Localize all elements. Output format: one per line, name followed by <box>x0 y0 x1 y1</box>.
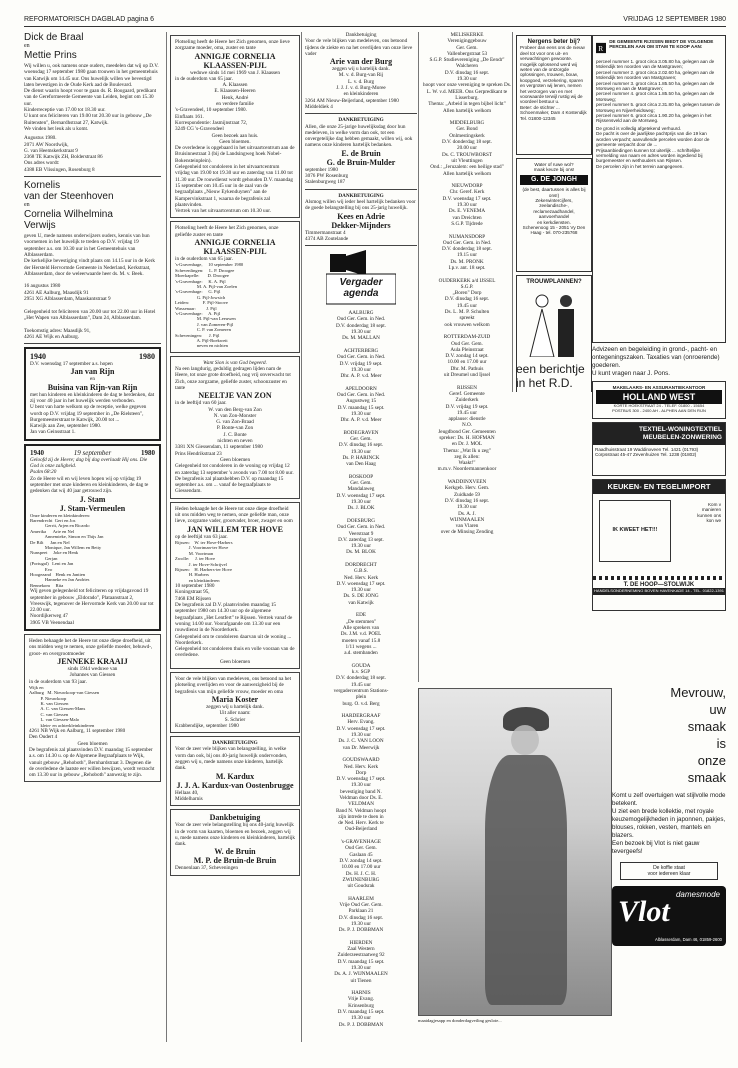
burg-head: Dankbetuiging <box>345 32 377 38</box>
year-1940: 1940 <box>30 448 44 457</box>
ad-gemeente-rijssen <box>592 35 726 343</box>
advice-text: Advizeen en begeleiding in grond-, pacht- en ontegeningszaken. Taxaties van (onroerende) goederen. U kunt vragen naar J. Pons. <box>592 346 720 377</box>
holland-address: KORTE HOEKSTRAAT 24 - TELEF. 01800 - 15654 POSTBUS 300 - 2400 AH - ALPHEN AAN DEN RIJN <box>612 403 706 413</box>
ad1-body: Probeer dan eens ons de nieuw deel tot voor ons uit- en verwachtingen gewoonte. mogelijk oplossend werd wij weten van de ontzorgde oplossingen, trouwen, bouw, koopgoed, verzekering, sparen en vergroten wij lenen, nemen het verzorgen van en met voorwaarde terwijl rustig wij de voordeel bestuur u. Beter: de stichter ... Schoenmaker, Dam 4 Kostendijk Tel. 01800-12345 <box>520 45 587 121</box>
thanks-dekker <box>305 190 417 246</box>
holland-brand: HOLLAND WEST <box>596 390 722 404</box>
zon-age: in de leeftijd van 60 jaar. <box>175 400 227 407</box>
vlot-address: Alblasserdam, Dam 46, 01859-2600 <box>654 937 722 942</box>
gemeente-logo-icon <box>596 39 606 57</box>
klaassen-sub: weduwe sinds 14 mei 1969 van J. Klaassen <box>190 69 280 76</box>
obituary-ter-hove <box>170 502 300 669</box>
bruin-name: W. de Bruin M. P. de Bruin-de Bruin <box>193 847 277 866</box>
kraaij-conditions: Geen bloemen <box>77 740 108 747</box>
ad-keuken-tegelimport <box>592 479 726 611</box>
stam-name-2: J. Stam-Vermeulen <box>59 503 126 513</box>
klaassen-address: 's-Gravendeel, 10 september 1980. Einflaats 161. Korrespondentie: Jasmijnstraat 72, 3249 CG 's-Gravendeel <box>175 107 248 133</box>
column-1 <box>24 32 161 1042</box>
gemeente-title: DE GEMEENTE RIJSSEN BIEDT DE VOLGENDE PERCELEN AAN OM STAM TE KOOP AAN: <box>609 39 714 50</box>
bruin-head: Dankbetuiging <box>209 813 261 823</box>
keuken-stripe <box>593 576 725 580</box>
name-mettie: Mettie Prins <box>24 50 77 61</box>
hove-intro: Heden behaagde het de Heere tot onze diepe droefheid uit ons midden weg te nemen, onze geliefde man, onze lieve, zorgzame vader, grootvader, broer, zwager en oom <box>175 505 293 525</box>
hove-body: De begrafenis zal D.V. plaatsvinden maandag 15 september 1980 om 14.30 uur op de algemene begraafplaats „Het Lentfert" te Rijssen. Vertrek vanaf de woning 14.00 uur. Voorafgaande om 13.30 uur een rouwdienst in de Noorderkerk. Gelegenheid om te condoleren daarvan uit de woning ... Noorderkerk. Gelegenheid tot condoleren thuis en volle vooraan van de overledene. <box>175 602 295 659</box>
bruin-address: Dennenlaan 37, Scheveningen <box>175 865 238 872</box>
stam-body: Zo de Heere wil en wij leven hopen wij op vrijdag 19 september met onze kinderen en kleinkinderen, de dag te gedenken dat wij 40 jaar getrouwd zijn. <box>30 475 149 495</box>
ad3-title: TROUWPLANNEN? <box>526 279 582 285</box>
column-2 <box>166 32 300 1042</box>
ad-de-jongh <box>516 158 592 272</box>
koster-body: Voor de vele blijken van medeleven, ons betoond na het plotseling overlijden en voor de aanwezigheid bij de begrafenis van mijn geliefde vrouw, moeder en oma <box>175 676 292 695</box>
zon-name: NEELTJE VAN ZON <box>198 391 272 401</box>
keuken-inner-box <box>599 500 671 562</box>
klaassen2-intro: Plotseling heeft de Heere het Zich genomen, onze geliefde zuster en tante <box>175 225 279 238</box>
announcement-braal-prins <box>24 32 161 177</box>
mulder-body: Allen, die onze 25-jarige huwelijksdag door hun medeleven, in welke vorm dan ook, tot een onvergetelijke dag hebben gemaakt, willen wij, ook namens onze kinderen hartelijk bedanken. <box>305 123 413 149</box>
rijn-body: met hun kinderen en kleinkinderen de dag te herdenken, dat zij voor 40 jaar in het huwelijk werden verbonden. U bent van harte welkom op de receptie, welke gegeven wordt op D.V. vrijdag 19 september in „De Rielsteen", Burgemeesterstraat te Katwijk, 20.00 tot ... Katwijk aan Zee, september 1980. Jan van Geinsstraat 1. <box>30 391 155 436</box>
textiel-address: Raadhuisstraat 19 Waddinxveen Tel. 1421 (01793) Corpsstraat 45-47 Zevenhuizen Tel. 1238 (01802) <box>595 447 699 458</box>
braal-body: Wij willen u, ook namens onze ouders, meedelen dat wij op D.V. woensdag 17 september 1980 gaan trouwen in het gemeentehuis van Katwijk om 14.45 uur. Ons huwelijk willen we bevestigd laten bevestigen in de Oude Kerk aad de Boulevard. De dienst waarin hoopt voor te gaan ds. R. Boogaard, predikant van de Gereformeerde Gemeente van Leiden, begint om 15.30 uur. Kinderreceptie van 17.00 tot 18.30 uur. U kunt ons feliciteren van 19.00 tot 20.30 uur in gebouw „De Ruitensten", Bernardhstraat 27, Katwijk. We vinden het leuk als u komt. <box>24 63 159 132</box>
mulder-head: DANKBETUIGING <box>338 117 384 124</box>
dekker-name: Kees en Adrie Dekker-Mijnders <box>331 211 391 230</box>
kardux-head: DANKBETUIGING <box>212 740 258 747</box>
kraaij-name: JENNEKE KRAAIJ <box>57 656 128 666</box>
koster-sign: zeggen wij u hartelijk dank. Uit aller naam: S. Schrier <box>206 703 264 723</box>
ad2-body: (de best, daartussen is alles bij ons!) Zekerwintercijfers, zeelandische-, reclamezaadhandel, aanvoerhandel en kerkdiensten. Schenenoog 15 - 2051 Vy Den Haag - tel. 070-235768 <box>522 187 586 236</box>
mulder-address: september 1980 3076 PW Rosenburg Stalenburgweg 187 <box>305 166 349 186</box>
zon-intro: Na een langdurig, geduldig gedragen lijden nam de Heere, tot onze grote droefheid, nog vrij onverwacht tot Zich, onze zorgzame, geliefde zuster, schoonzuster en tante <box>175 366 291 391</box>
bruin-body: Voor de zeer vele belangstelling bij ons 40-jarig huwelijk in de vorm van kaarten, bloemen en bezoek, zeggen wij u, mede namens onze kinderen en kleinkinderen, hartelijk dank. <box>175 822 295 848</box>
hove-name: JAN WILLEM TER HOVE <box>187 524 283 534</box>
year-1940: 1940 <box>30 352 46 362</box>
klaassen-conditions: Geen bezoek aan huis. Geen bloemen. <box>211 132 259 145</box>
klaassen2-family: 's-Gravenhage, 10 september 1980 Schevenlingen: L. P. Droogee Moerkapelle: D. Droogee 's-Gravenhage: K. A. Pijl M. A. Pijl-van Zoelen 's-Gravenhage: G. Pijl G. Pijl-Jowsich Leiden: F. Pijl-Stoove Wassenaar: J. Pijl 's-Gravenhage: A. Pijl M. Pijl-van Leeuwen J. van Zomeren-Pijl C. P. van Zomeren Scheveningen: J. Pijl A. Pijl-Boekweit neven en nichten <box>175 262 244 349</box>
burg-name: Arie van der Burg <box>329 57 393 67</box>
keuken-side: Kom v manieren kunnen ons kon we <box>697 502 721 524</box>
vergader-agenda-logo <box>326 250 396 306</box>
ad1-title: Nergens beter bij? <box>527 39 581 45</box>
announcement-van-rijn <box>24 347 161 441</box>
kraaij-sub: sinds 1944 weduwe van Johannes van Giessen <box>67 665 118 679</box>
keuken-brand: T. DE HOOP—STOLWIJK <box>623 582 695 588</box>
vlot-coffee: De koffie staat voor iedereen klaar <box>620 862 718 880</box>
mulder-name: E. de Bruin G. de Bruin-Mulder <box>326 148 396 167</box>
burg-address: 3264 AM Nieuw-Beijerland, september 1980 Middeldiek 4 <box>305 97 399 110</box>
stam-children: Onze kinderen en kleinkinderen: Barendrecht Gert en Jos Gerrit, Arjen en Ricardo Amerika Arie en Nel Annemieke, Simon en Thijs Jan De Bilt Jan en Nel Monique, Jan Willem en Betty Nunspeet Joke en Henk Gerjan (Portugal) Leni en Jan Evo Hoogezand Henk en Jantien Hanneke en Jan Andries Bennekom Rita <box>30 512 104 588</box>
church-meetings-list: AALBURG Oud Ger. Gem. in Ned. D.V. donderdag 18 sept. 19.30 uur Ds. M. MALLAN ACHTERBERG Oud Ger. Gem. in Ned. D.V. vrijdag 19 sept. 19.30 uur Dhr. A. P. v.d. Meer APELDOORN Oud Ger. Gem. in Ned. Augustweg 15 D.V. maandag 15 sept. 19.30 uur Dhr. A. P. v.d. Meer BODEGRAVEN Ger. Gem. D.V. dinsdag 16 sept. 19.30 uur Ds. P. HARINCK van Den Haag BOSKOOP Ger. Gem. Mandalaweg D.V. woensdag 17 sept. 19.30 uur Ds. J. BLOK DOESBURG Oud Ger. Gem. in Ned. Veerstraat 9 D.V. zaterdag 13 sept. 19.30 uur Ds. M. BLOK DORDRECHT G.B.S. Ned. Herv. Kerk D.V. woensdag 17 sept. 19.30 uur Ds. S. DE JONG van Katwijk EDE „De stemmen" Alle sprekers van Ds. J.M. v.d. POEL moeten vanaf 15.8 1/11 wegens ... a.d. stembanden GOUDA k.v. SGP D.V. donderdag 18 sept. 19.45 uur vergadercentrum Stations- plein burg. O. v.d. Berg HARDERGRAAF Herv. Evang. D.V. woensdag 17 sept. 19.30 uur Ds. J. C. VAN LOON van Dr. Meerwijk GOUDSWAARD Ned. Herv. Kerk Dorp D.V. woensdag 17 sept. 19.30 uur bevestiging band N. Veldman door Ds. E. VELDMAN Band N. Veldman hoopt zijn intrede te doen in de Ned. Herv. Kerk te Oud-Beijerland 's-GRAVENHAGE Oud Ger. Gem. Gaslaan 45 D.V. zondag 14 sept. 10.00 en 17.00 uur Ds. H. J. C. H. ZWIJNENBURG uit Goudsrak HAARLEM Vrije Oud Ger. Gem. Parklaan 21 D.V. dinsdag 16 sept. 19.30 uur Ds. P. J. DOBBMAN HIERDEN Zaal Western Zuiderzeestraatweg 92 D.V. maandag 15 sept. 19.30 uur Ds. A. J. WIJNMAALEN uit Tienen HARNIS Vrije Evang. Krinsenburg D.V. maandag 15 sept. 19.30 uur Ds. P. J. DOBBMAN <box>333 310 389 1028</box>
zon-family: W. van den Berg-van Zon N. van Zon-Monster G. van Zon-Braad P. Bonte-van Zon J. C. Bonte nichten en neven <box>208 406 262 445</box>
burg-body: Voor de vele blijken van medeleven, ons betoond tijdens de ziekte en na het overlijden van onze lieve vader <box>305 38 413 57</box>
zon-conditions: Geen bloemen <box>219 456 251 463</box>
date-mid: 19 september <box>73 448 112 457</box>
ad-vlot-damesmode <box>612 684 726 1028</box>
stam-tail: Wij geven gelegenheid tot feliciteren op vrijdagavond 19 september in gebouw „Eldorado", Plataanstraat 2, Vreeswijk, tegenover de Hervormde Kerk van 20.00 uur tot 22.00 uur. Noordijkerweg 47 3905 VB Veenendaal <box>30 588 154 626</box>
kraaij-family: Wijk en Aalburg M. Nieuwkoop-van Giessen P. Nieuwkoop K. van Giessen A. C. van Giessen-Mans C. van Giessen L. van Giessen-Malo klein- en achterkleinkinderen <box>29 684 100 728</box>
dekker-head: DANKBETUIGING <box>338 192 384 199</box>
koster-name: Maria Koster <box>211 694 259 704</box>
stam-name-1: J. Stam <box>79 494 106 504</box>
klaassen-name: ANNIGJE CORNELIA KLAASSEN-PIJL <box>194 51 276 70</box>
fashion-photo <box>418 688 612 1016</box>
column-6 <box>592 32 726 632</box>
hove-family: Rijssen: W. ter Hove-Harbers J. Voortman-ter Hove M. Voortman Zwolle: J. ter Hove J. ter Hove-Schrijvel Rijssen: H. Harbers-ter Hove H. Harbers en kleinkinderen <box>175 539 233 583</box>
hove-address: 10 september 1980 Koningstraat 95, 7468 EM Rijssen <box>175 583 215 602</box>
trouwplannen-footer: een berichtje in het R.D. <box>516 362 585 390</box>
en-text: en <box>24 202 30 209</box>
zon-address: 3381 XN Giessendam, 11 september 1980 Prins Hendrikstraat 23 <box>175 444 263 457</box>
church-meetings-list-2: MELISKERKE Vereniginggebouw Ger. Gem. Vallenbergstraat 53 S.G.P. Studievereniging „De Eendr" Walcheren D.V. dinsdag 16 sept. 19.30 uur hoopt voor onze vereniging te spreken Ds. L. W. v.d. MEER. Ons Gerpredikant te Lisserburg. Thema: „Arbeid in tegen bijbel licht" Allen hartelijk welkom MIDDELBURG Ger. Bond Onlmestingskerk D.V. donderdag 18 sept. 20.00 uur Ds. C. TROUWBORST uit Vleuttingen Ond.: „Jeruzalem: een heilige stad" Allen hartelijk welkom NIEUWDORP Chr. Geref. Kerk D.V. woensdag 17 sept. 19.30 uur Ds. E. VENEMA van Dreichten S.G.P. Tijdrede NUMANSDORP Oud Ger. Gem. in Ned. D.V. donderdag 18 sept. 19.15 uur Ds. M. PRONK I.p.v. ant. 18 sept. OUDERKERK a/d IJSSEL S.G.P. „Boren" Dorp D.V. dinsdag 16 sept. 19.45 uur Ds. L. M. P. Schulten spreekt ook vrouwen welkom ROTTERDAM-ZUID Oud Ger. Gem. Aula Pleinstraat D.V. zondag 14 sept. 10.00 en 17.00 uur Dhr. M. Pathuis uit Dreumel und Ijssel RIJSSEN Geref. Gemeente Zuiderkerk D.V. vrijdag 19 sept. 19.45 uur applause: dienstle N.O. Jeugdbond Ger. Gemeenten spreker: Ds. H. HOFMAN en Dr. J. MOL Thema: „Wat Ik u zeg" zeg ik allen: Waakt!" m.m.v. Noordermannenkoor WADDINXVEEN Kerkgeb. Herv. Gem. Zuidkade 59 D.V. dinsdag 16 sept. 19.30 uur Ds. A. J. WIJNMAALEN van Vlaren over de Minsing Zending <box>422 32 512 536</box>
holland-top: MAKELAARS- EN ASSURANTIEKANTOOR <box>612 385 706 390</box>
klaassen2-name: ANNIGJE CORNELIA KLAASSEN-PIJL <box>194 238 276 257</box>
dekker-body: Alsmog willen wij ieder heel hartelijk bedanken voor de goede belangstelling bij ons 25-jarig huwelijk. <box>305 198 416 212</box>
obituary-van-zon <box>170 356 300 499</box>
klaassen-intro: Plotseling heeft de Heere het Zich genomen, onze lieve zorgzame moeder, oma, zuster en tante <box>175 39 290 52</box>
koster-place: Krabbendijke, september 1980 <box>175 722 239 729</box>
name-cornelia: Cornelia Wilhelmina Verwijs <box>24 209 113 232</box>
zon-body: Gelegenheid tot condoleren in de woning op vrijdag 12 en zaterdag 13 september 's avonds van 7.00 tot 8.00 uur. De begrafenis zal plaatshebben D.V. op maandag 15 september a.s. om ... vanaf de begraafplaats te Giessendam. <box>175 463 294 495</box>
column-3 <box>301 32 417 1042</box>
ad2-shop: G. DE JONGH <box>520 175 588 185</box>
header-date: VRIJDAG 12 SEPTEMBER 1980 <box>623 16 726 23</box>
psalm-verse: Geloofd zij de Heere; dag bij dag overlaadt Hij ons. Die God is onze zaligheid. Psalm 68:20 <box>30 456 148 476</box>
zon-verse: Want Sion is van God begeerd. <box>203 359 267 366</box>
ad-holland-west <box>592 381 726 419</box>
obituary-klaassen-1 <box>170 35 300 218</box>
braal-address: Augustus 1980. 2071 AW Noordwijk, G. van Heemskerkstraat 9 2368 TE Katwijk ZH, Bolderstraat 86 Ons adres wordt: 4388 EB Vlissingen, Rosenburg 8 <box>24 135 103 173</box>
thanks-koster <box>170 672 300 733</box>
year-1980: 1980 <box>141 448 155 457</box>
en-text: en <box>90 376 95 383</box>
kardux-place: Hellaas 40, Middelharnis <box>175 789 203 802</box>
gemeente-list: perceel nummer 1. groot circa 3.05.80 ha, gelegen aan de Molendijk ten noorden van de Mastgraven; perceel nummer 2. groot circa 2.02.60 ha, gelegen aan de Molendijk ten noorden van Mastgraven; perceel nummer 3. groot circa 1.85.50 ha, gelegen aan de Morsweg en aan de Mastgraven; perceel nummer 4. groot circa 1.85.50 ha, gelegen aan de Morsweg; perceel nummer 5. groot circa 2.31.80 ha, gelegen tussen de Morsweg en Nijverheidsweg; perceel nummer 6. groot circa 1.90.20 ha, gelegen in het Rijssensveld aan de Morsweg. <box>596 59 721 124</box>
hove-age: op de leeftijd van 63 jaar. <box>175 533 228 540</box>
en-text: en <box>24 43 30 49</box>
announcement-steenhoven <box>24 177 161 344</box>
announcement-stam <box>24 444 161 631</box>
burg-sign: zeggen wij u hartelijk dank. M. v. d. Burg-van Rij L. v. d. Burg J. J. J. v. d. Burg-Moree en kleinkinderen <box>332 66 390 98</box>
kraaij-intro: Heden behaagde het de Heere tot onze diepe droefheid, uit ons midden weg te nemen, onze geliefde moeder, behuwd-, groot- en overgrootmoeder <box>29 638 153 657</box>
vergader-title: Vergader agenda <box>339 277 383 300</box>
vlot-brand: Vlot <box>618 895 670 928</box>
page-header <box>24 15 726 27</box>
steenhoven-body: geven U, mede namens onderwijzers ouders, kennis van hun voornemen in het huwelijk te treden op D.V. vrijdag 19 september a.s. om 10.30 uur in het Gemeentehuis van Alblasserdam. De kerkelijke bevestiging vindt plaats om 14.15 uur in de Kerk der Hersteld Hervormde Gemeente in Nederland, Kerkstraat, Alblasserdam, door de weleerwaarde heer ds. M. v. Beek. 16 augustus 1980 4261 AE Aalburg, Maasdijk 91 2951 XG Alblasserdam, Maaskantstraat 9 Gelegenheid tot feliciteren van 20.00 uur tot 22.00 uur in Hotel „Het Wapen van Alblasserdam", Dam 24, Alblasserdam. Toekomstig adres: Maasdijk 91, 4261 AE Wijk en Aalburg. <box>24 233 156 340</box>
year-1980: 1980 <box>139 352 155 362</box>
thanks-kardux <box>170 736 300 806</box>
vlot-logo <box>612 886 726 946</box>
kraaij-address: 4261 NB Wijk en Aalburg, 11 september 1980 Den Oudert 4 <box>29 728 126 741</box>
gemeente-header <box>596 39 722 57</box>
column-4 <box>418 32 512 682</box>
year-row <box>30 352 155 361</box>
obituary-kraaij <box>24 634 161 782</box>
photo-caption: maatdagjesapp en donderdagveiling geslote... <box>418 1018 502 1023</box>
year-row <box>30 449 155 457</box>
model-body-shape <box>485 755 567 1005</box>
vlot-subtitle: damesmode <box>675 890 720 899</box>
textiel-title: TEXTIEL-WONINGTEXTIEL MEUBELEN-ZONWERING <box>593 423 725 445</box>
header-left: REFORMATORISCH DAGBLAD pagina 6 <box>24 16 155 23</box>
wedding-couple-icon <box>520 287 588 357</box>
rijn-name-1: Jan van Rijn <box>70 367 115 377</box>
name-dick: Dick de Braal <box>24 32 84 43</box>
kardux-body: Voor de zeer vele blijken van belangstelling, in welke vorm dan ook, bij ons 40-jarig huwelijk ondervonden, zeggen wij u, mede namens onze kinderen, hartelijk dank. <box>175 746 288 772</box>
column-5 <box>512 32 592 392</box>
keuken-address: HANDELSONDERNEMING BOVEN HAVENKADE 14 - TEL. 01822-1391 <box>594 588 724 594</box>
klaassen-body: De overledene is opgebaard in het uitvaartcentrum aan de Bruisinnestraat 3 (bij de Landsingweg hoek Nobel-Bokensteinplein). Gelegenheid tot condoleren in het uitvaartcentrum vrijdag van 19.00 tot 19.30 uur en zaterdag van 11.00 tot 11.30 uur. De rouwdienst wordt gehouden D.V. maandag 15 september om 10.45 uur in de zaal van de begraafplaats „Nieuw Eykenduynen" aan de Kampervinkstraat 1, waarna de begrafenis zal plaatsvinden. Vertrek van het uitvaartcentrum om 10.30 uur. <box>175 145 295 215</box>
klaassen2-age: in de ouderdom van 65 jaar. <box>175 256 233 263</box>
thanks-de-bruin <box>170 809 300 875</box>
rijn-intro: D.V. woensdag 17 september a.s. hopen <box>30 361 113 368</box>
obituary-klaassen-2 <box>170 221 300 352</box>
gemeente-body: De grond is volledig afgetekend verhuurd. De pacht is over de jaarlijkse pachtprijs van die 19 kan worden verpacht; aanvullende percelen worden door de gemeente verpacht door de ... Prijsaanbiedingen kunnen tot uiterlijk ... schriftelijke vermelding van naam en adres worden ingediend bij burgemeester en wethouders van Rijssen. De percelen zijn in het terrein aangegeven. <box>596 125 710 169</box>
ad-nergens-beter <box>516 35 592 155</box>
name-kornelis: Kornelis van der Steenhoven <box>24 180 114 203</box>
vlot-headline: Mevrouw, uw smaak is onze smaak <box>670 685 726 785</box>
thanks-van-der-burg <box>305 32 417 114</box>
kraaij-age: in de ouderdom van 93 jaar. <box>29 678 87 685</box>
kardux-name: M. Kardux J. J. A. Kardux-van Oostenbrugge <box>176 771 294 790</box>
ad2-title: Water of ruwe wol? maak keuze bij ons! <box>533 162 575 173</box>
klaassen-family: A. Klaassen E. Klaassen-Heeren Henk, André en verdere familie <box>214 82 256 108</box>
hove-conditions: Geen bloemen <box>219 658 251 665</box>
thanks-de-bruin-mulder <box>305 114 417 189</box>
rijn-name-2: Buisina van Rijn-van Rijn <box>47 382 138 392</box>
svg-text:R: R <box>598 43 604 53</box>
ad-textiel <box>592 422 726 476</box>
klaassen-age: in de ouderdom van 65 jaar. <box>175 75 233 82</box>
dekker-address: Timmermanstraat 4 4374 AB Zoutelande <box>305 229 349 242</box>
kraaij-tail: De begrafenis zal plaatsvinden D.V. maandag 15 september a.s. om 14.30 u. op de Algemene Begraafplaats te Wijk, vanuit gebouw „Rehoboth", Bernhardstraat 3. Degenen die de overledene de laatste eer willen bewijzen, wordt verzocht om 13.30 uur in gebouw „Rehoboth" aanwezig te zijn. <box>29 746 155 779</box>
keuken-title: KEUKEN- EN TEGELIMPORT <box>593 480 725 494</box>
keuken-mid: IK KWEET HET!!! <box>612 527 658 533</box>
model-head-shape <box>511 725 539 755</box>
vlot-body: Komt u zelf overtuigen wat stijlvolle mode betekent. U ziet een brede kollektie, met royale keuzemogelijkheden in japonnen, pakjes, blouses, rokken, vesten, mantels en blazers. Een bezoek bij Vlot is niet gauw tevergeefs! <box>612 792 726 855</box>
